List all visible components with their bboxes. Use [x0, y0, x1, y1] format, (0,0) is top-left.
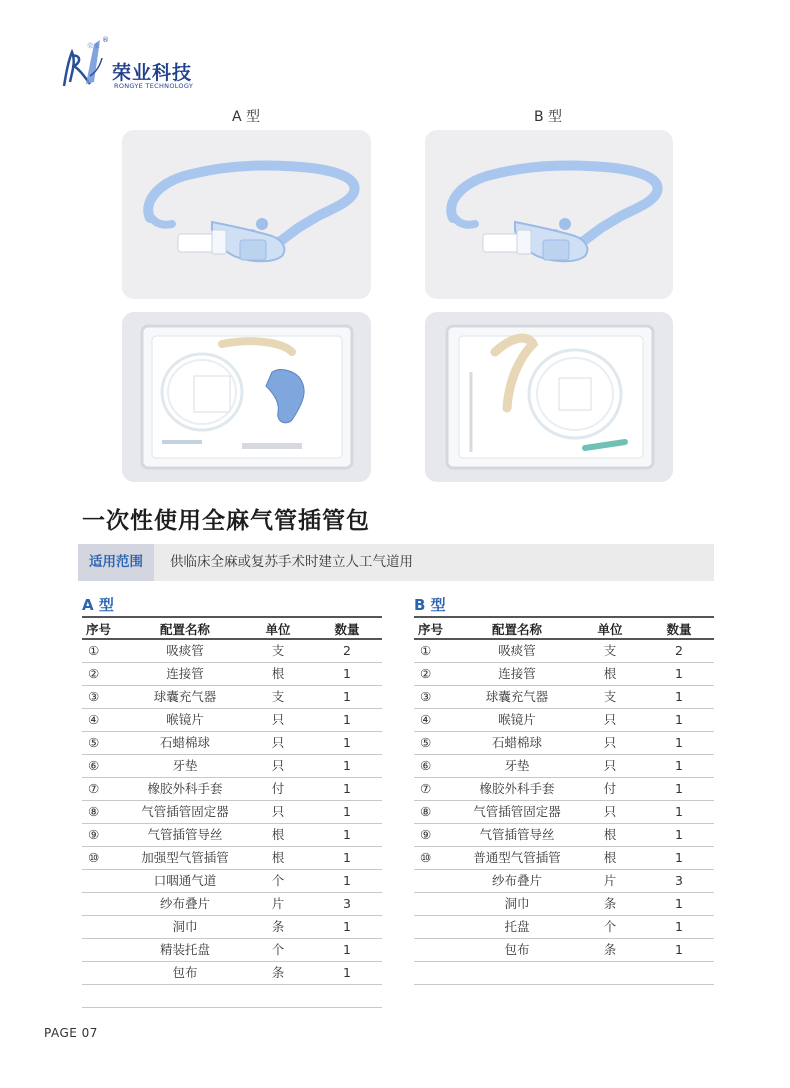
row-no: ⑧ [420, 804, 432, 819]
row-unit: 只 [603, 712, 617, 727]
row-unit: 根 [271, 827, 285, 842]
row-name [126, 985, 244, 1007]
row-qty: 1 [343, 850, 351, 865]
row-name: 球囊充气器 [485, 689, 549, 704]
row-name: 纱布叠片 [491, 873, 542, 888]
row-unit: 根 [603, 827, 617, 842]
row-qty: 1 [675, 804, 683, 819]
row-no [82, 916, 126, 938]
photo-type-b-mask [425, 130, 673, 299]
table-row [82, 709, 382, 732]
row-unit [576, 962, 644, 984]
row-unit: 只 [271, 804, 285, 819]
table-b-header [414, 616, 714, 640]
table-row [414, 962, 714, 985]
row-no: ① [420, 643, 432, 658]
row-name: 精装托盘 [159, 942, 210, 957]
scope-label: 适用范围 [78, 544, 154, 581]
row-qty: 1 [675, 896, 683, 911]
row-unit: 付 [271, 781, 285, 796]
col-unit-header: 单位 [597, 622, 623, 637]
type-a-label: A 型 [232, 109, 261, 125]
row-no [414, 893, 458, 915]
photo-type-a-mask [122, 130, 371, 299]
logo-small-text: 荣业 [87, 43, 102, 50]
row-no [414, 916, 458, 938]
page-title: 一次性使用全麻气管插管包 [82, 508, 370, 534]
row-qty: 2 [343, 643, 351, 658]
col-name-header: 配置名称 [491, 622, 542, 637]
row-no: ⑦ [88, 781, 100, 796]
table-row [82, 686, 382, 709]
registered-mark: ® [102, 36, 109, 44]
row-unit: 只 [271, 712, 285, 727]
table-row [414, 640, 714, 663]
row-name: 喉镜片 [166, 712, 204, 727]
table-row [82, 962, 382, 985]
row-no [82, 870, 126, 892]
row-qty: 1 [343, 758, 351, 773]
table-row [414, 709, 714, 732]
row-name: 气管插管导丝 [479, 827, 555, 842]
photo-type-b-tray [425, 312, 673, 482]
row-no [82, 985, 126, 1007]
row-qty: 1 [343, 689, 351, 704]
row-unit: 只 [603, 735, 617, 750]
table-row [414, 870, 714, 893]
row-unit: 条 [271, 919, 285, 934]
col-name-header: 配置名称 [159, 622, 210, 637]
table-row [414, 824, 714, 847]
row-no: ④ [88, 712, 100, 727]
photo-type-a-tray [122, 312, 371, 482]
row-name: 橡胶外科手套 [479, 781, 555, 796]
page-number: PAGE 07 [44, 1026, 98, 1040]
row-name: 加强型气管插管 [141, 850, 229, 865]
row-name: 橡胶外科手套 [147, 781, 223, 796]
table-row [414, 916, 714, 939]
row-qty: 1 [343, 942, 351, 957]
row-qty: 1 [675, 712, 683, 727]
row-qty: 3 [343, 896, 351, 911]
row-name: 托盘 [504, 919, 530, 934]
row-qty: 1 [675, 666, 683, 681]
table-row [414, 893, 714, 916]
row-qty: 1 [343, 735, 351, 750]
row-unit: 只 [603, 758, 617, 773]
row-name: 牙垫 [504, 758, 530, 773]
row-qty: 3 [675, 873, 683, 888]
row-no: ③ [420, 689, 432, 704]
col-unit-header: 单位 [265, 622, 291, 637]
table-a-header [82, 616, 382, 640]
table-b-title: B 型 [414, 596, 446, 614]
row-unit: 个 [603, 919, 617, 934]
row-name: 石蜡棉球 [159, 735, 210, 750]
row-name: 气管插管固定器 [141, 804, 229, 819]
row-no [414, 939, 458, 961]
row-name: 牙垫 [172, 758, 198, 773]
table-row [82, 640, 382, 663]
row-unit: 支 [271, 689, 285, 704]
col-no-header: 序号 [86, 622, 112, 637]
row-unit: 根 [603, 850, 617, 865]
table-row [414, 847, 714, 870]
row-qty: 1 [675, 850, 683, 865]
table-row [82, 663, 382, 686]
row-qty: 1 [343, 666, 351, 681]
table-a-title: A 型 [82, 596, 114, 614]
row-qty: 1 [675, 942, 683, 957]
row-no: ⑥ [88, 758, 100, 773]
table-row [82, 916, 382, 939]
table-row [82, 939, 382, 962]
row-name: 吸痰管 [498, 643, 536, 658]
row-name: 气管插管导丝 [147, 827, 223, 842]
config-table-a [82, 594, 382, 1008]
table-row [82, 801, 382, 824]
table-row [414, 755, 714, 778]
row-no: ⑨ [420, 827, 432, 842]
table-row [82, 824, 382, 847]
row-unit: 个 [271, 942, 285, 957]
row-no: ⑥ [420, 758, 432, 773]
row-qty: 1 [675, 781, 683, 796]
row-unit: 支 [603, 643, 617, 658]
row-name [458, 962, 576, 984]
row-unit: 只 [271, 758, 285, 773]
row-qty: 1 [675, 827, 683, 842]
row-unit: 条 [603, 896, 617, 911]
table-row [414, 686, 714, 709]
row-unit: 根 [271, 850, 285, 865]
row-qty: 1 [343, 804, 351, 819]
row-qty: 1 [343, 965, 351, 980]
row-name: 普通型气管插管 [473, 850, 561, 865]
brand-subtitle: RONGYE TECHNOLOGY [114, 82, 194, 90]
row-qty [644, 962, 714, 984]
row-no: ⑨ [88, 827, 100, 842]
row-qty [312, 985, 382, 1007]
row-name: 连接管 [498, 666, 536, 681]
row-name: 气管插管固定器 [473, 804, 561, 819]
brand-name: 荣业科技 [112, 62, 193, 84]
row-unit: 根 [271, 666, 285, 681]
col-no-header: 序号 [418, 622, 444, 637]
table-row [414, 778, 714, 801]
row-qty: 1 [343, 781, 351, 796]
row-qty: 1 [343, 873, 351, 888]
row-qty: 1 [343, 712, 351, 727]
row-qty: 1 [675, 758, 683, 773]
row-no: ⑩ [420, 850, 432, 865]
row-no: ⑤ [88, 735, 100, 750]
table-row [82, 778, 382, 801]
row-name: 球囊充气器 [153, 689, 217, 704]
table-row [82, 847, 382, 870]
row-no: ③ [88, 689, 100, 704]
row-name: 吸痰管 [166, 643, 204, 658]
row-no: ② [420, 666, 432, 681]
row-name: 纱布叠片 [159, 896, 210, 911]
row-qty: 1 [675, 689, 683, 704]
table-row [82, 755, 382, 778]
row-unit: 只 [603, 804, 617, 819]
row-unit: 条 [271, 965, 285, 980]
row-qty: 1 [343, 827, 351, 842]
row-no [82, 962, 126, 984]
row-unit: 根 [603, 666, 617, 681]
row-no: ② [88, 666, 100, 681]
row-unit: 支 [603, 689, 617, 704]
row-name: 包布 [172, 965, 198, 980]
scope-bar [78, 544, 714, 581]
col-qty-header: 数量 [334, 622, 360, 637]
row-unit: 片 [271, 896, 285, 911]
row-no: ⑧ [88, 804, 100, 819]
row-name: 喉镜片 [498, 712, 536, 727]
row-unit: 只 [271, 735, 285, 750]
row-no [414, 870, 458, 892]
row-no [82, 893, 126, 915]
row-no [414, 962, 458, 984]
row-unit: 支 [271, 643, 285, 658]
row-no: ④ [420, 712, 432, 727]
row-qty: 1 [675, 919, 683, 934]
row-unit [244, 985, 312, 1007]
row-qty: 2 [675, 643, 683, 658]
brand-logo [60, 36, 240, 96]
table-row [414, 939, 714, 962]
row-unit: 付 [603, 781, 617, 796]
scope-text: 供临床全麻或复苏手术时建立人工气道用 [170, 554, 413, 570]
table-row [82, 732, 382, 755]
row-name: 洞巾 [504, 896, 530, 911]
row-qty: 1 [343, 919, 351, 934]
row-no: ⑦ [420, 781, 432, 796]
row-unit: 片 [603, 873, 617, 888]
table-row [414, 801, 714, 824]
row-name: 口咽通气道 [153, 873, 217, 888]
table-row [414, 732, 714, 755]
col-qty-header: 数量 [666, 622, 692, 637]
row-no: ⑤ [420, 735, 432, 750]
config-table-b [414, 594, 714, 985]
row-unit: 个 [271, 873, 285, 888]
table-row [82, 985, 382, 1008]
row-name: 包布 [504, 942, 530, 957]
row-no [82, 939, 126, 961]
row-no: ① [88, 643, 100, 658]
table-row [82, 893, 382, 916]
row-no: ⑩ [88, 850, 100, 865]
row-name: 石蜡棉球 [491, 735, 542, 750]
row-qty: 1 [675, 735, 683, 750]
row-name: 连接管 [166, 666, 204, 681]
row-name: 洞巾 [172, 919, 198, 934]
row-unit: 条 [603, 942, 617, 957]
type-b-label: B 型 [534, 109, 563, 125]
table-row [82, 870, 382, 893]
table-row [414, 663, 714, 686]
